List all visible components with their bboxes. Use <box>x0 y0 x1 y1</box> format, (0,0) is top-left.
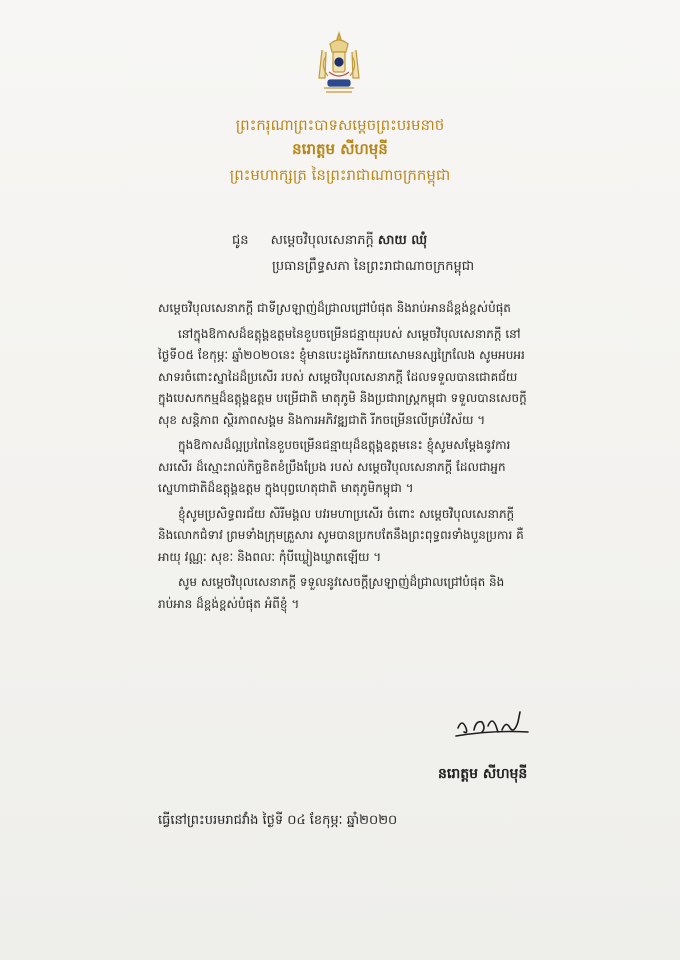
recipient-title-name: សម្តេចវិបុលសេនាភក្តី <box>270 233 374 248</box>
recipient-name <box>271 233 427 248</box>
salutation-paragraph: សម្តេចវិបុលសេនាភក្តី ជាទីស្រឡាញ់ដ៏ជ្រាលជ្រៅបំផុត និងរាប់អានដ៏ខ្ពង់ខ្ពស់បំផុត <box>158 301 511 315</box>
closing-paragraph: សូម សម្តេចវិបុលសេនាភក្តី ទទួលនូវសេចក្តីស្រឡាញ់ដ៏ជ្រាលជ្រៅបំផុត និងរាប់អាន ដ៏ខ្ពង់ខ្ពស់បំផុត អំពីខ្ញុំ ។ <box>158 575 505 611</box>
place-and-date: ធ្វើនៅព្រះបរមរាជវាំង ថ្ងៃទី ០៤ ខែកុម្ភៈ ឆ្នាំ២០២០ <box>158 813 398 828</box>
recipient-line <box>232 232 427 251</box>
recipient-prefix: ជូន <box>232 233 249 248</box>
header-royal-title: ព្រះករុណាព្រះបាទសម្តេចព្រះបរមនាថ <box>235 116 445 134</box>
royal-coat-of-arms-icon <box>314 30 364 98</box>
signatory-name: នរោត្តម សីហមុនី <box>438 766 528 782</box>
recipient-personal-name: សាយ ឈុំ <box>377 233 428 248</box>
header-king-name: នរោត្តម សីហមុនី <box>292 140 388 158</box>
letter-body <box>158 298 530 619</box>
header-king-title: ព្រះមហាក្សត្រ នៃព្រះរាជាណាចក្រកម្ពុជា <box>229 166 451 184</box>
body-paragraph-1: នៅក្នុងឱកាសដ៏ឧត្តុង្គឧត្តមនៃខួបចម្រើនជន្មាយុរបស់ សម្តេចវិបុលសេនាភក្តី នៅថ្ងៃទី០៥ ខែកុម្ភៈ ឆ្នាំ២០២០នេះ ខ្ញុំមានបេះដូងរីករាយសោមនស្សក្រៃលែង សូមអបអរសាទរចំពោះស្នាដៃដ៏ប្រសើរ របស់ សម្តេចវិបុលសេនាភក្តី ដែលទទួលបានជោគជ័យក្នុងបេសកកម្មដ៏ឧត្តុង្គឧត្តម បម្រើជាតិ មាតុភូមិ និងប្រជារាស្ត្រកម្ពុជា ទទួលបានសេចក្តីសុខ សន្តិភាព ស្ថិរភាពសង្គម និងការអភិវឌ្ឍជាតិ រីកចម្រើនលើគ្រប់វិស័យ ។ <box>158 326 527 427</box>
recipient-position: ប្រធានព្រឹទ្ធសភា នៃព្រះរាជាណាចក្រកម្ពុជា <box>272 259 475 274</box>
body-paragraph-2: ក្នុងឱកាសដ៏ល្អប្រពៃនៃខួបចម្រើនជន្មាយុដ៏ឧត្តុង្គឧត្តមនេះ ខ្ញុំសូមសម្តែងនូវការសរសើរ ដ៏ស្មោះរាល់កិច្ចខិតខំប្រឹងប្រែង របស់ សម្តេចវិបុលសេនាភក្តី ដែលជាអ្នកស្នេហាជាតិដ៏ឧត្តុង្គឧត្តម ក្នុងបុព្វហេតុជាតិ មាតុភូមិកម្ពុជា ។ <box>158 438 511 495</box>
body-paragraph-3: ខ្ញុំសូមប្រសិទ្ធពរជ័យ សិរីមង្គល បវរមហាប្រសើរ ចំពោះ សម្តេចវិបុលសេនាភក្តី និងលោកជំទាវ ព្រមទាំងក្រុមគ្រួសារ សូមបានប្រកបតែនឹងព្រះពុទ្ធពរទាំងបួនប្រការ គឺ អាយុ វណ្ណៈ សុខៈ និងពលៈ កុំបីឃ្លៀងឃ្លាតឡើយ ។ <box>158 506 524 564</box>
handwritten-signature <box>452 706 536 746</box>
